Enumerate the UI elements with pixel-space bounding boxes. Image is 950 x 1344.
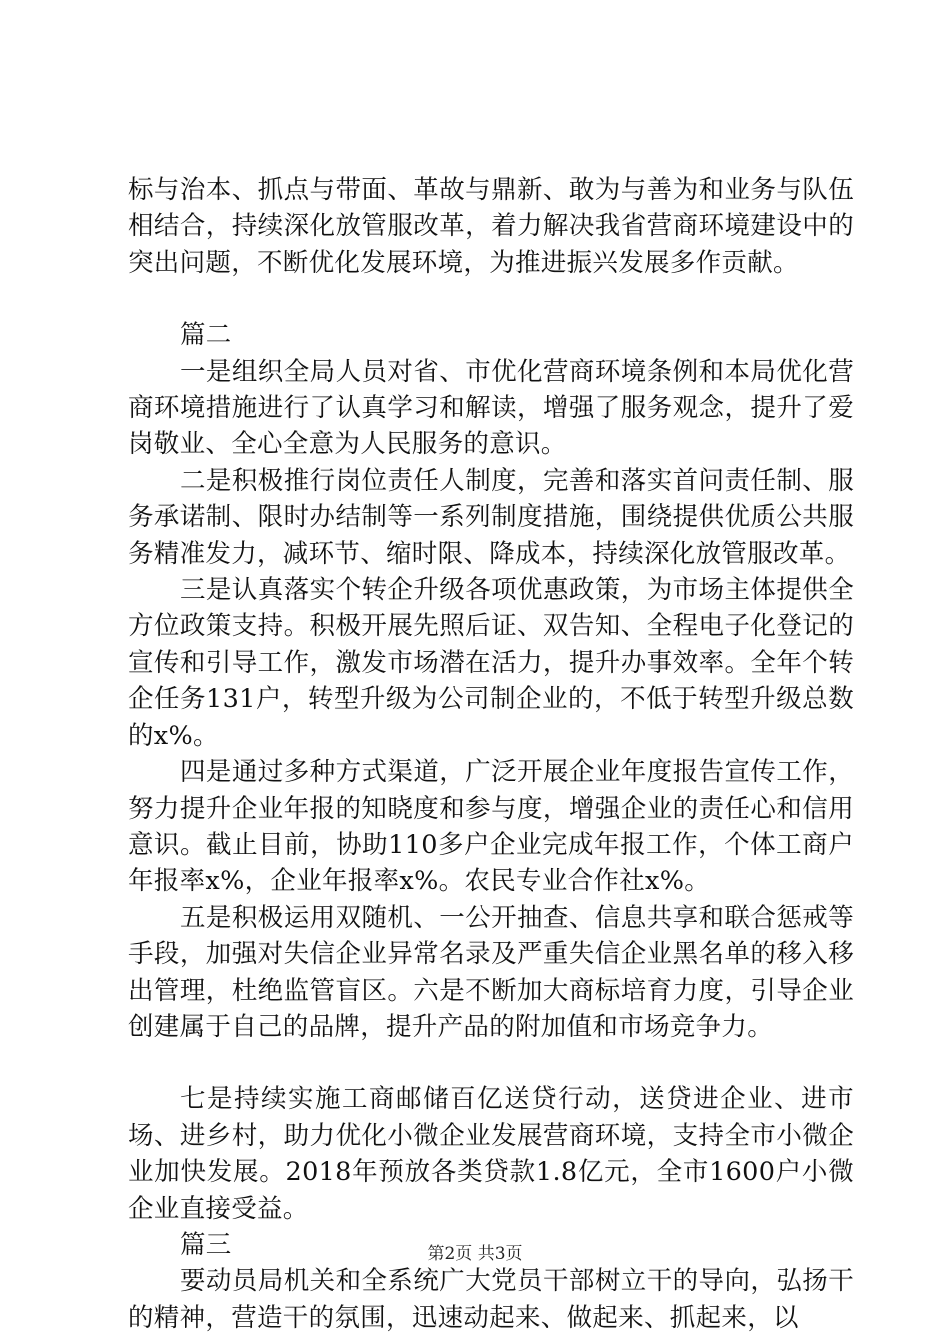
document-body	[128, 172, 854, 1336]
paragraph-continuation: 标与治本、抓点与带面、革故与鼎新、敢为与善为和业务与队伍相结合，持续深化放管服改革，着力解决我省营商环境建设中的突出问题，不断优化发展环境，为推进振兴发展多作贡献。	[128, 175, 854, 278]
paragraph-item-three: 三是认真落实个转企升级各项优惠政策，为市场主体提供全方位政策支持。积极开展先照后证、双告知、全程电子化登记的宣传和引导工作，激发市场潜在活力，提升办事效率。全年个转企任务131户，转型升级为公司制企业的，不低于转型升级总数的x%。	[128, 575, 854, 751]
page-number-footer: 第2页 共3页	[427, 1244, 523, 1264]
paragraph-item-one: 一是组织全局人员对省、市优化营商环境条例和本局优化营商环境措施进行了认真学习和解读，增强了服务观念，提升了爱岗敬业、全心全意为人民服务的意识。	[128, 356, 854, 460]
paragraph-item-seven: 七是持续实施工商邮储百亿送贷行动，送贷进企业、进市场、进乡村，助力优化小微企业发展营商环境，支持全市小微企业加快发展。2018年预放各类贷款1.8亿元，全市1600户小微企业直接受益。	[128, 1084, 854, 1224]
paragraph-spacer	[128, 281, 854, 317]
paragraph-spacer	[128, 1045, 854, 1081]
section-heading-part-three: 篇三	[180, 1229, 232, 1260]
paragraph-item-four: 四是通过多种方式渠道，广泛开展企业年度报告宣传工作，努力提升企业年报的知晓度和参与度，增强企业的责任心和信用意识。截止目前，协助110多户企业完成年报工作，个体工商户年报率x%，企业年报率x%。农民专业合作社x%。	[128, 757, 854, 897]
section-heading-part-two: 篇二	[180, 320, 232, 351]
paragraph-item-two: 二是积极推行岗位责任人制度，完善和落实首问责任制、服务承诺制、限时办结制等一系列制度措施，围绕提供优质公共服务精准发力，减环节、缩时限、降成本，持续深化放管服改革。	[128, 465, 854, 569]
paragraph-item-five-six: 五是积极运用双随机、一公开抽查、信息共享和联合惩戒等手段，加强对失信企业异常名录及严重失信企业黑名单的移入移出管理，杜绝监管盲区。六是不断加大商标培育力度，引导企业创建属于自己的品牌，提升产品的附加值和市场竞争力。	[128, 902, 854, 1042]
paragraph-part-three-intro: 要动员局机关和全系统广大党员干部树立干的导向，弘扬干的精神，营造干的氛围，迅速动起来、做起来、抓起来，以	[128, 1266, 854, 1333]
